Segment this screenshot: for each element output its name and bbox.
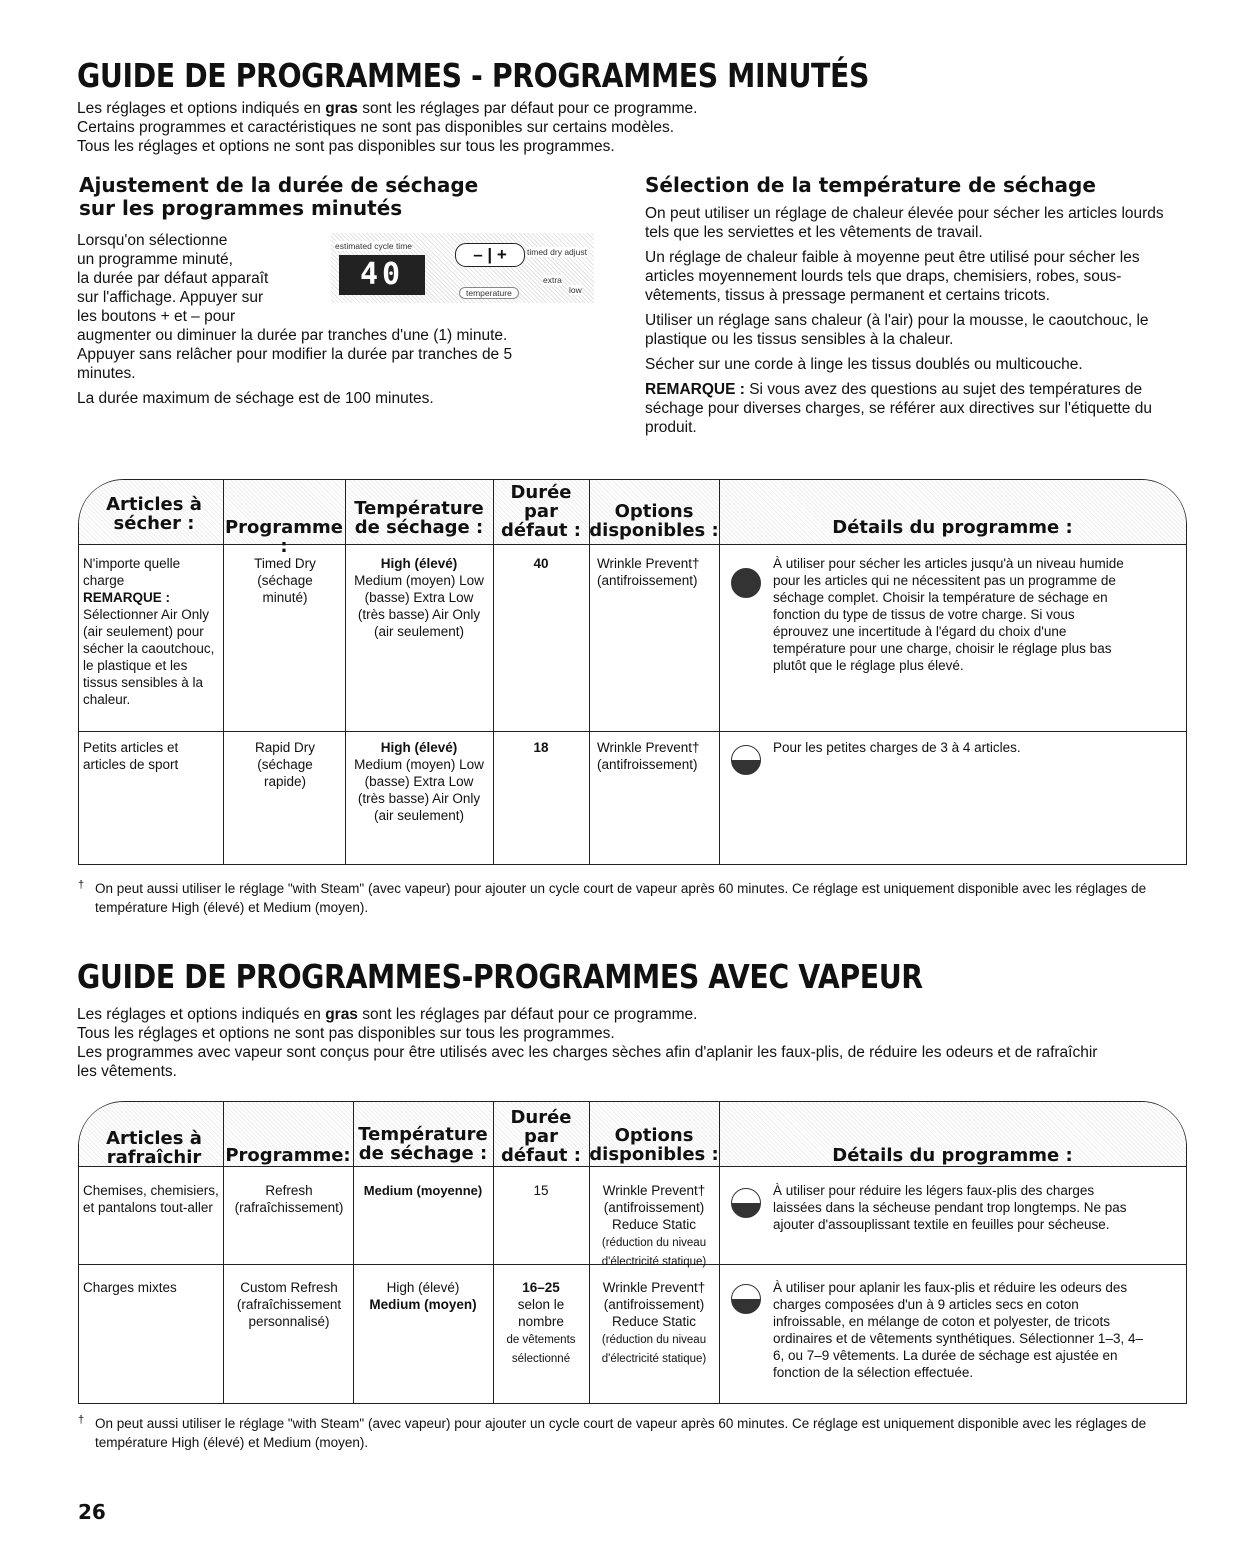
table-row-2-temp: High (élevé) Medium (moyen) (369, 1280, 477, 1312)
table-row-1-temp: Medium (moyenne) (363, 1183, 483, 1198)
intro-line: Les réglages et options indiqués en gras sont les réglages par défaut pour ce programme. (77, 1006, 698, 1023)
header-articles: Articles à sécher : (106, 494, 202, 534)
header-temp: Température de séchage : (354, 498, 484, 538)
page-title-steam: GUIDE DE PROGRAMMES-PROGRAMMES AVEC VAPEUR (77, 957, 923, 996)
footnote-timed: † On peut aussi utiliser le réglage "with Steam" (avec vapeur) pour ajouter un cycle court de vapeur après 60 minutes. Ce réglage est uniquement disponible avec les réglages de température High (élevé) et Medium (moyen). (78, 879, 1147, 915)
header-options: Options disponibles : (589, 501, 719, 541)
plus-button: + (496, 245, 507, 264)
timed-adjust-text: Lorsqu'on sélectionne un programme minuté, la durée par défaut apparaît sur l'affichage. Appuyer sur les boutons + et – pour augmenter ou diminuer la durée par tranches d'une (1) minute. Appuyer sans relâcher pour modifier la durée par tranches de 5 minutes. La durée maximum de séchage est de 100 minutes. (77, 232, 513, 407)
heat-full-icon (731, 568, 761, 598)
header-programme: Programme: (225, 1145, 351, 1166)
table-row-2-articles: Petits articles et articles de sport (83, 740, 179, 772)
heat-half-icon (731, 1188, 761, 1218)
low-label: low (569, 285, 582, 295)
timed-dry-adjust-buttons: – | + (455, 243, 525, 267)
header-articles: Articles à rafraîchir (106, 1128, 202, 1168)
header-options: Options disponibles : (589, 1125, 719, 1165)
table-row-1-details: À utiliser pour réduire les légers faux-plis des charges laissées dans la sécheuse pendant trop longtemps. Ne pas ajouter d'assouplissant textile en feuilles pour sécheuse. (773, 1183, 1127, 1232)
table-row-2-temp: High (élevé) Medium (moyen) Low (basse) Extra Low (très basse) Air Only (air seulement) (354, 740, 484, 823)
table-row-2-options: Wrinkle Prevent† (antifroissement) Reduce Static (réduction du niveau d'électricité statique) (601, 1280, 707, 1365)
header-temp: Température de séchage : (358, 1124, 488, 1164)
header-duree: Durée par défaut : (501, 482, 581, 541)
temp-selection-text: On peut utiliser un réglage de chaleur élevée pour sécher les articles lourds tels que les serviettes et les vêtements de travail. Un réglage de chaleur faible à moyenne peut être utilisé pour sécher les articles moyennement lourds tels que draps, chemisiers, robes, sous-vêtements, tissus à pressage permanent et certains tricots. Utiliser un réglage sans chaleur (à l'air) pour la mousse, le caoutchouc, le plastique ou les tissus sensibles à la chaleur. Sécher sur une corde à linge les tissus doublés ou multicouche. REMARQUE : Si vous avez des questions au sujet des températures de séchage pour diverses charges, se référer aux directives sur l'étiquette du produit. (645, 205, 1164, 436)
header-details: Détails du programme : (832, 1145, 1073, 1166)
header-programme: Programme : (224, 517, 344, 557)
table-row-2-options: Wrinkle Prevent† (antifroissement) (597, 740, 700, 772)
table-row-1-articles: N'importe quelle charge REMARQUE : Sélectionner Air Only (air seulement) pour sécher la caoutchouc, le plastique et les tissus sensibles à la chaleur. (83, 556, 215, 707)
table-row-1-options: Wrinkle Prevent† (antifroissement) (597, 556, 700, 588)
intro-line: Tous les réglages et options ne sont pas disponibles sur tous les programmes. (77, 1025, 615, 1042)
timed-dry-adjust-label: timed dry adjust (527, 247, 587, 257)
heat-half-icon (731, 745, 761, 775)
table-row-2-programme: Rapid Dry (séchage rapide) (254, 740, 316, 789)
table-row-1-programme: Refresh (rafraîchissement) (234, 1183, 344, 1215)
control-panel-illustration (331, 233, 594, 303)
extra-label: extra (543, 275, 562, 285)
footnote-steam: † On peut aussi utiliser le réglage "with Steam" (avec vapeur) pour ajouter un cycle court de vapeur après 60 minutes. Ce réglage est uniquement disponible avec les réglages de température High (élevé) et Medium (moyen). (78, 1414, 1147, 1450)
minus-button: – (473, 245, 483, 264)
table-row-1-temp: High (élevé) Medium (moyen) Low (basse) Extra Low (très basse) Air Only (air seulement) (354, 556, 484, 639)
table-row-1-articles: Chemises, chemisiers, et pantalons tout-aller (83, 1183, 219, 1215)
intro-line: Tous les réglages et options ne sont pas disponibles sur tous les programmes. (77, 138, 615, 155)
intro-steam (77, 1005, 1187, 1081)
table-row-1-duree: 15 (533, 1183, 549, 1198)
table-row-2-programme: Custom Refresh (rafraîchissement personnalisé) (236, 1280, 342, 1329)
temperature-button: temperature (459, 287, 519, 299)
timed-adjust-heading: Ajustement de la durée de séchage sur les programmes minutés (79, 173, 479, 220)
header-details: Détails du programme : (832, 517, 1073, 538)
table-row-2-details: À utiliser pour aplanir les faux-plis et réduire les odeurs des charges composées d'un à 9 articles secs en coton infroissable, en mélange de coton et polyester, de tricots ordinaires et de vêtements synthétiques. Sélectionner 1–3, 4–6, ou 7–9 vêtements. La durée de séchage est ajustée en fonction de la sélection effectuée. (773, 1280, 1143, 1380)
page-number: 26 (78, 1500, 106, 1524)
table-row-2-duree: 18 (533, 740, 549, 755)
intro-line: Certains programmes et caractéristiques ne sont pas disponibles sur certains modèles. (77, 119, 675, 136)
table-row-1-duree: 40 (533, 556, 549, 571)
table-row-2-duree: 16–25 selon le nombre de vêtements sélectionné (506, 1280, 576, 1365)
page-title-timed: GUIDE DE PROGRAMMES - PROGRAMMES MINUTÉS (77, 56, 869, 95)
note-label: REMARQUE : (645, 381, 745, 398)
table-row-2-articles: Charges mixtes (83, 1280, 177, 1295)
temp-selection-heading: Sélection de la température de séchage (645, 173, 1096, 197)
estimated-cycle-time-label: estimated cycle time (335, 241, 412, 251)
intro-line: Les réglages et options indiqués en gras sont les réglages par défaut pour ce programme. (77, 100, 698, 117)
table-row-1-details: À utiliser pour sécher les articles jusqu'à un niveau humide pour les articles qui ne nécessitent pas un programme de séchage complet. Choisir la température de séchage en fonction du type de tissus de votre charge. Si vous éprouvez une incertitude à l'égard du choix d'une température pour une charge, choisir le réglage plus bas plutôt que le réglage plus élevé. (773, 556, 1124, 673)
timed-programs-table (78, 479, 1187, 865)
steam-programs-table (78, 1101, 1187, 1404)
table-row-1-programme: Timed Dry (séchage minuté) (254, 556, 316, 605)
intro-line: Les programmes avec vapeur sont conçus pour être utilisés avec les charges sèches afin d'aplanir les faux-plis, de réduire les odeurs et de rafraîchir les vêtements. (77, 1044, 1098, 1080)
table-row-2-details: Pour les petites charges de 3 à 4 articles. (773, 740, 1021, 755)
table-row-1-options: Wrinkle Prevent† (antifroissement) Reduce Static (réduction du niveau d'électricité statique) (601, 1183, 707, 1268)
intro-timed (77, 99, 1177, 156)
header-duree: Durée par défaut : (501, 1107, 581, 1166)
time-display: 40 (339, 255, 425, 295)
heat-half-icon (731, 1284, 761, 1314)
